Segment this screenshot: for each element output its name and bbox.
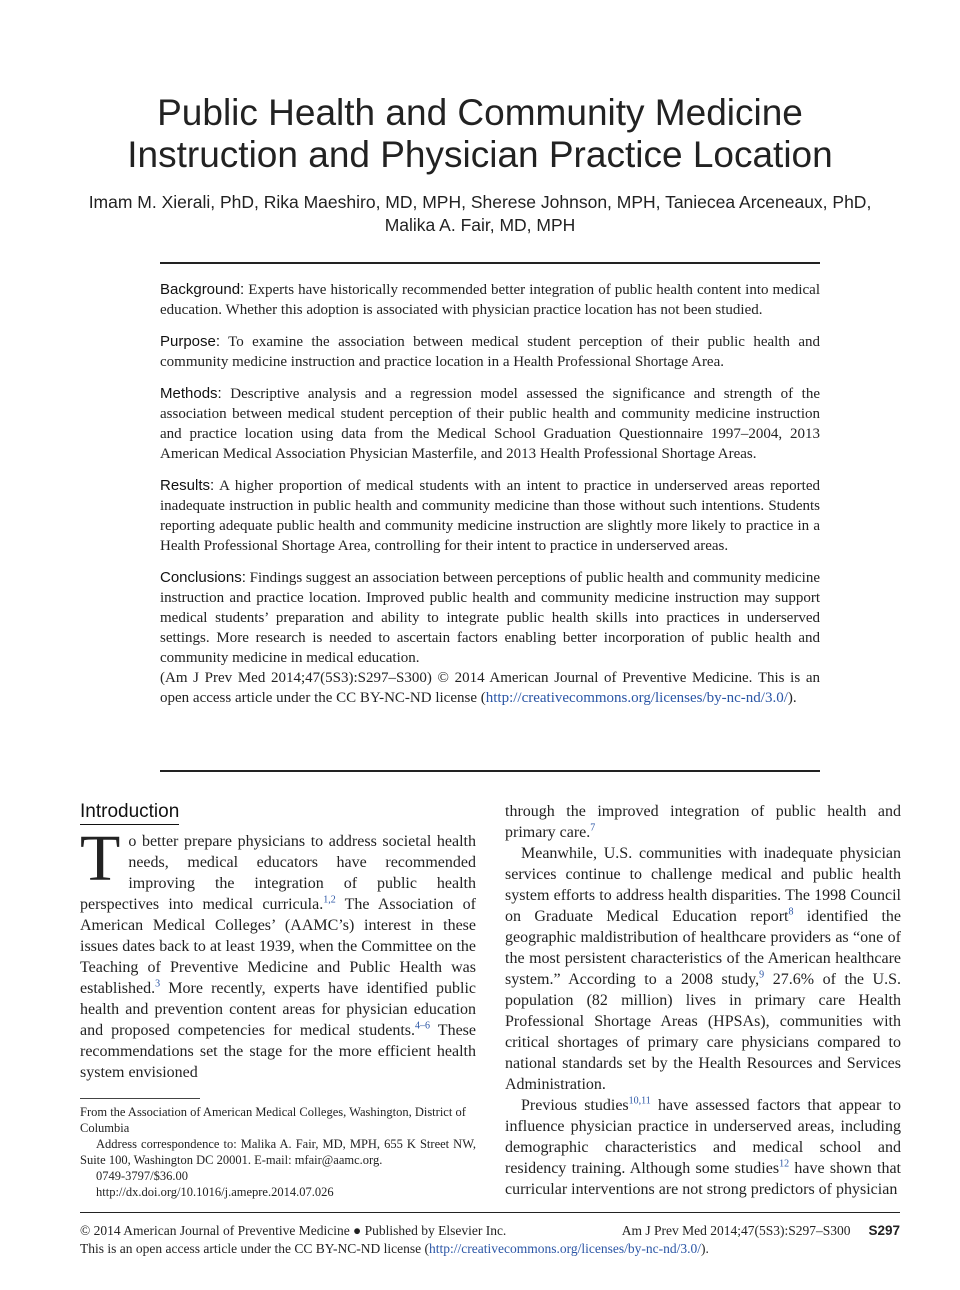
right-paragraph-2	[505, 843, 901, 1095]
methods-text: Descriptive analysis and a regression model assessed the significance and strength of the association between medical student perception of their public health and community medicine instruction and practice location using data from the Medical School Graduation Questionnaire 1997–2004, 2013 American Medical Association Physician Masterfile, and 2013 Health Professional Shortage Areas.	[160, 386, 821, 462]
journal-ref-group	[622, 1222, 900, 1240]
intro-text-c: More recently, experts have identified public health and prevention content areas for physician education and proposed competencies for medical students.	[80, 980, 476, 1039]
purpose-text: To examine the association between medical student perception of their public health and community medicine instruction and practice location in a Health Professional Shortage Area.	[160, 334, 821, 370]
license-link[interactable]: http://creativecommons.org/licenses/by-nc-nd/3.0/	[485, 690, 788, 706]
citation-ref[interactable]: 1,2	[323, 894, 336, 906]
purpose-label: Purpose:	[160, 333, 221, 350]
right-text-1: through the improved integration of public health and primary care.	[505, 803, 901, 841]
right-text-2b: identified the geographic maldistribution of healthcare providers as “one of the most persistent characteristics of the American healthcare system.” According to a 2008 study,	[505, 908, 901, 988]
results-label: Results:	[160, 477, 215, 494]
abstract-top-rule	[160, 262, 820, 264]
background-label: Background:	[160, 281, 245, 298]
title-line-2: Instruction and Physician Practice Location	[127, 134, 833, 175]
page-number: S297	[868, 1223, 900, 1238]
intro-text-d: These recommendations set the stage for the more efficient health system envisioned	[80, 1022, 476, 1081]
issn-note: 0749-3797/$36.00	[96, 1169, 189, 1183]
abstract-bottom-rule	[160, 770, 820, 772]
footnote-rule	[80, 1098, 200, 1099]
footer-license	[80, 1240, 900, 1258]
footer-license-text: This is an open access article under the CC BY-NC-ND license (	[80, 1241, 430, 1256]
right-column	[505, 801, 901, 1200]
citation-ref[interactable]: 4–6	[415, 1020, 430, 1032]
right-text-2c: 27.6% of the U.S. population (82 million) lives in primary care Health Professional Shortage Areas (HPSAs), communities with critical shortages of primary care physicians compared to national standards set by the Health Resources and Services Administration.	[505, 971, 902, 1093]
title-line-1: Public Health and Community Medicine	[157, 92, 803, 133]
citation-ref[interactable]: 10,11	[628, 1095, 651, 1107]
right-text-2a: Meanwhile, U.S. communities with inadequate physician services continue to challenge medical and public health system efforts to address health disparities. The 1998 Council on Graduate Medical Education report	[505, 845, 901, 925]
citation-end: ).	[787, 690, 797, 706]
footnotes	[80, 1104, 476, 1200]
introduction-heading: Introduction	[80, 800, 179, 825]
abstract-results	[160, 476, 820, 556]
right-text-3b: have assessed factors that appear to influence physician practice in underserved areas, including demographic characteristics and medical school and residency training. Although some studies	[505, 1097, 902, 1177]
author-list	[60, 191, 900, 237]
journal-reference: Am J Prev Med 2014;47(5S3):S297–S300	[621, 1223, 851, 1238]
abstract-conclusions	[160, 568, 820, 668]
authors-line-2: Malika A. Fair, MD, MPH	[384, 215, 576, 235]
citation-ref[interactable]: 7	[590, 822, 596, 834]
abstract	[160, 280, 820, 708]
correspondence-note: Address correspondence to: Malika A. Fair, MD, MPH, 655 K Street NW, Suite 100, Washington DC 20001. E-mail: mfair@aamc.org.	[80, 1137, 476, 1167]
right-paragraph-1	[505, 801, 901, 843]
conclusions-label: Conclusions:	[160, 569, 246, 586]
citation-ref[interactable]: 3	[155, 978, 161, 990]
citation-ref[interactable]: 12	[779, 1158, 790, 1170]
right-text-3c: have shown that curricular interventions are not strong predictors of physician	[505, 1160, 901, 1198]
methods-label: Methods:	[160, 385, 222, 402]
intro-text-b: The Association of American Medical Colleges’ (AAMC’s) interest in these issues dates back to at least 1939, when the Committee on the Teaching of Preventive Medicine and Public Health was established.	[80, 896, 476, 997]
footer-license-link[interactable]: http://creativecommons.org/licenses/by-nc-nd/3.0/	[429, 1241, 701, 1256]
left-column	[80, 800, 476, 1083]
abstract-citation	[160, 668, 820, 708]
right-text-3a: Previous studies	[521, 1097, 629, 1114]
abstract-purpose	[160, 332, 820, 372]
conclusions-text: Findings suggest an association between perceptions of public health and community medicine instruction and practice location. Improved public health and community medicine instruction may support medical students’ preparation and ability to integrate public health skills into practices in underserved settings. More research is needed to ascertain factors enabling better incorporation of public health and community medicine in medical education.	[160, 570, 820, 666]
citation-ref[interactable]: 8	[788, 906, 794, 918]
copyright-text: © 2014 American Journal of Preventive Medicine ● Published by Elsevier Inc.	[80, 1223, 507, 1238]
citation-text: (Am J Prev Med 2014;47(5S3):S297–S300) © 2014 American Journal of Preventive Medicine. This is an open access article under the CC BY-NC-ND license (	[160, 670, 820, 706]
affiliation-note: From the Association of American Medical Colleges, Washington, District of Columbia	[80, 1105, 466, 1135]
page-footer	[80, 1222, 900, 1258]
abstract-background	[160, 280, 820, 320]
citation-ref[interactable]: 9	[759, 969, 765, 981]
right-paragraph-3	[505, 1095, 901, 1200]
intro-text-a: o better prepare physicians to address societal health needs, medical educators have recommended improving the integration of public health perspectives into medical curricula.	[80, 833, 476, 913]
intro-paragraph-1	[80, 822, 476, 1083]
footer-rule	[80, 1212, 900, 1213]
article-title	[60, 92, 900, 176]
background-text: Experts have historically recommended better integration of public health content into medical education. Whether this adoption is associated with physician practice location has not been studied.	[160, 282, 821, 318]
doi-link[interactable]: http://dx.doi.org/10.1016/j.amepre.2014.07.026	[96, 1185, 334, 1199]
footer-license-end: ).	[700, 1241, 709, 1256]
drop-cap: T	[80, 822, 121, 895]
abstract-methods	[160, 384, 820, 464]
results-text: A higher proportion of medical students with an intent to practice in underserved areas reported inadequate instruction in public health and community medicine than those without such intentions. Students reporting adequate public health and community medicine instruction are slightly more likely to practice in a Health Professional Shortage Area, controlling for their intent to practice in underserved areas.	[160, 478, 820, 554]
authors-line-1: Imam M. Xierali, PhD, Rika Maeshiro, MD, MPH, Sherese Johnson, MPH, Taniecea Arceneaux, PhD,	[88, 192, 872, 212]
